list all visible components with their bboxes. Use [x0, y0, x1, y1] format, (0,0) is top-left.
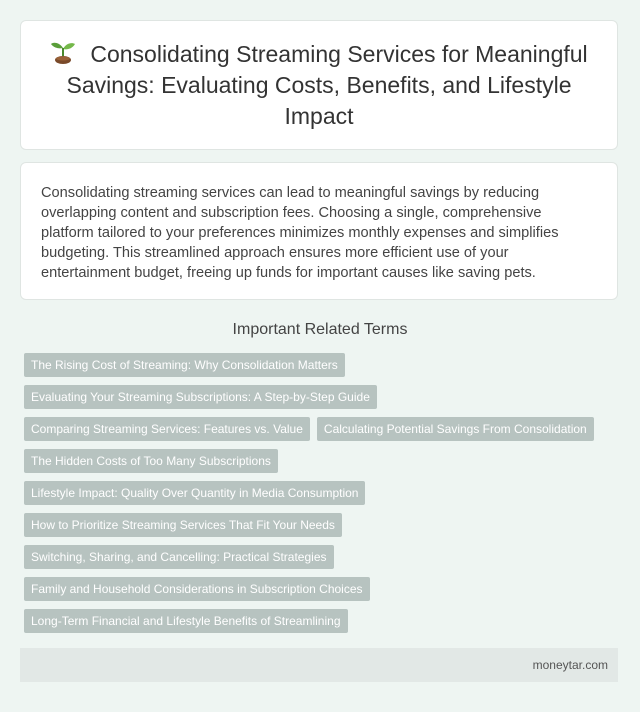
related-terms-heading: Important Related Terms: [232, 321, 408, 338]
summary-card: [20, 162, 618, 300]
term-tag[interactable]: Long-Term Financial and Lifestyle Benefits of Streamlining: [24, 609, 348, 633]
sprout-icon: [50, 40, 76, 64]
footer-site-link[interactable]: moneytar.com: [532, 658, 608, 672]
title-card: [20, 20, 618, 150]
footer: [20, 648, 618, 682]
summary-text: Consolidating streaming services can lead to meaningful savings by reducing overlapping content and subscription fees. Choosing a single, comprehensive platform tailored to your preferences minimizes monthly expenses and simplifies budgeting. This streamlined approach ensures more efficient use of your entertainment budget, freeing up funds for important causes like saving pets.: [41, 185, 559, 281]
term-tag[interactable]: The Hidden Costs of Too Many Subscriptions: [24, 449, 278, 473]
related-terms-list: [24, 353, 624, 633]
title-text: Consolidating Streaming Services for Meaningful Savings: Evaluating Costs, Benefits, and Lifestyle Impact: [66, 40, 588, 129]
term-tag[interactable]: Switching, Sharing, and Cancelling: Practical Strategies: [24, 545, 334, 569]
term-tag[interactable]: Comparing Streaming Services: Features vs. Value: [24, 417, 310, 441]
term-tag[interactable]: Calculating Potential Savings From Consolidation: [317, 417, 594, 441]
term-tag[interactable]: How to Prioritize Streaming Services That Fit Your Needs: [24, 513, 342, 537]
term-tag[interactable]: Family and Household Considerations in Subscription Choices: [24, 577, 370, 601]
term-tag[interactable]: Lifestyle Impact: Quality Over Quantity in Media Consumption: [24, 481, 365, 505]
page-title: [45, 39, 593, 132]
term-tag[interactable]: The Rising Cost of Streaming: Why Consolidation Matters: [24, 353, 345, 377]
term-tag[interactable]: Evaluating Your Streaming Subscriptions: A Step-by-Step Guide: [24, 385, 377, 409]
